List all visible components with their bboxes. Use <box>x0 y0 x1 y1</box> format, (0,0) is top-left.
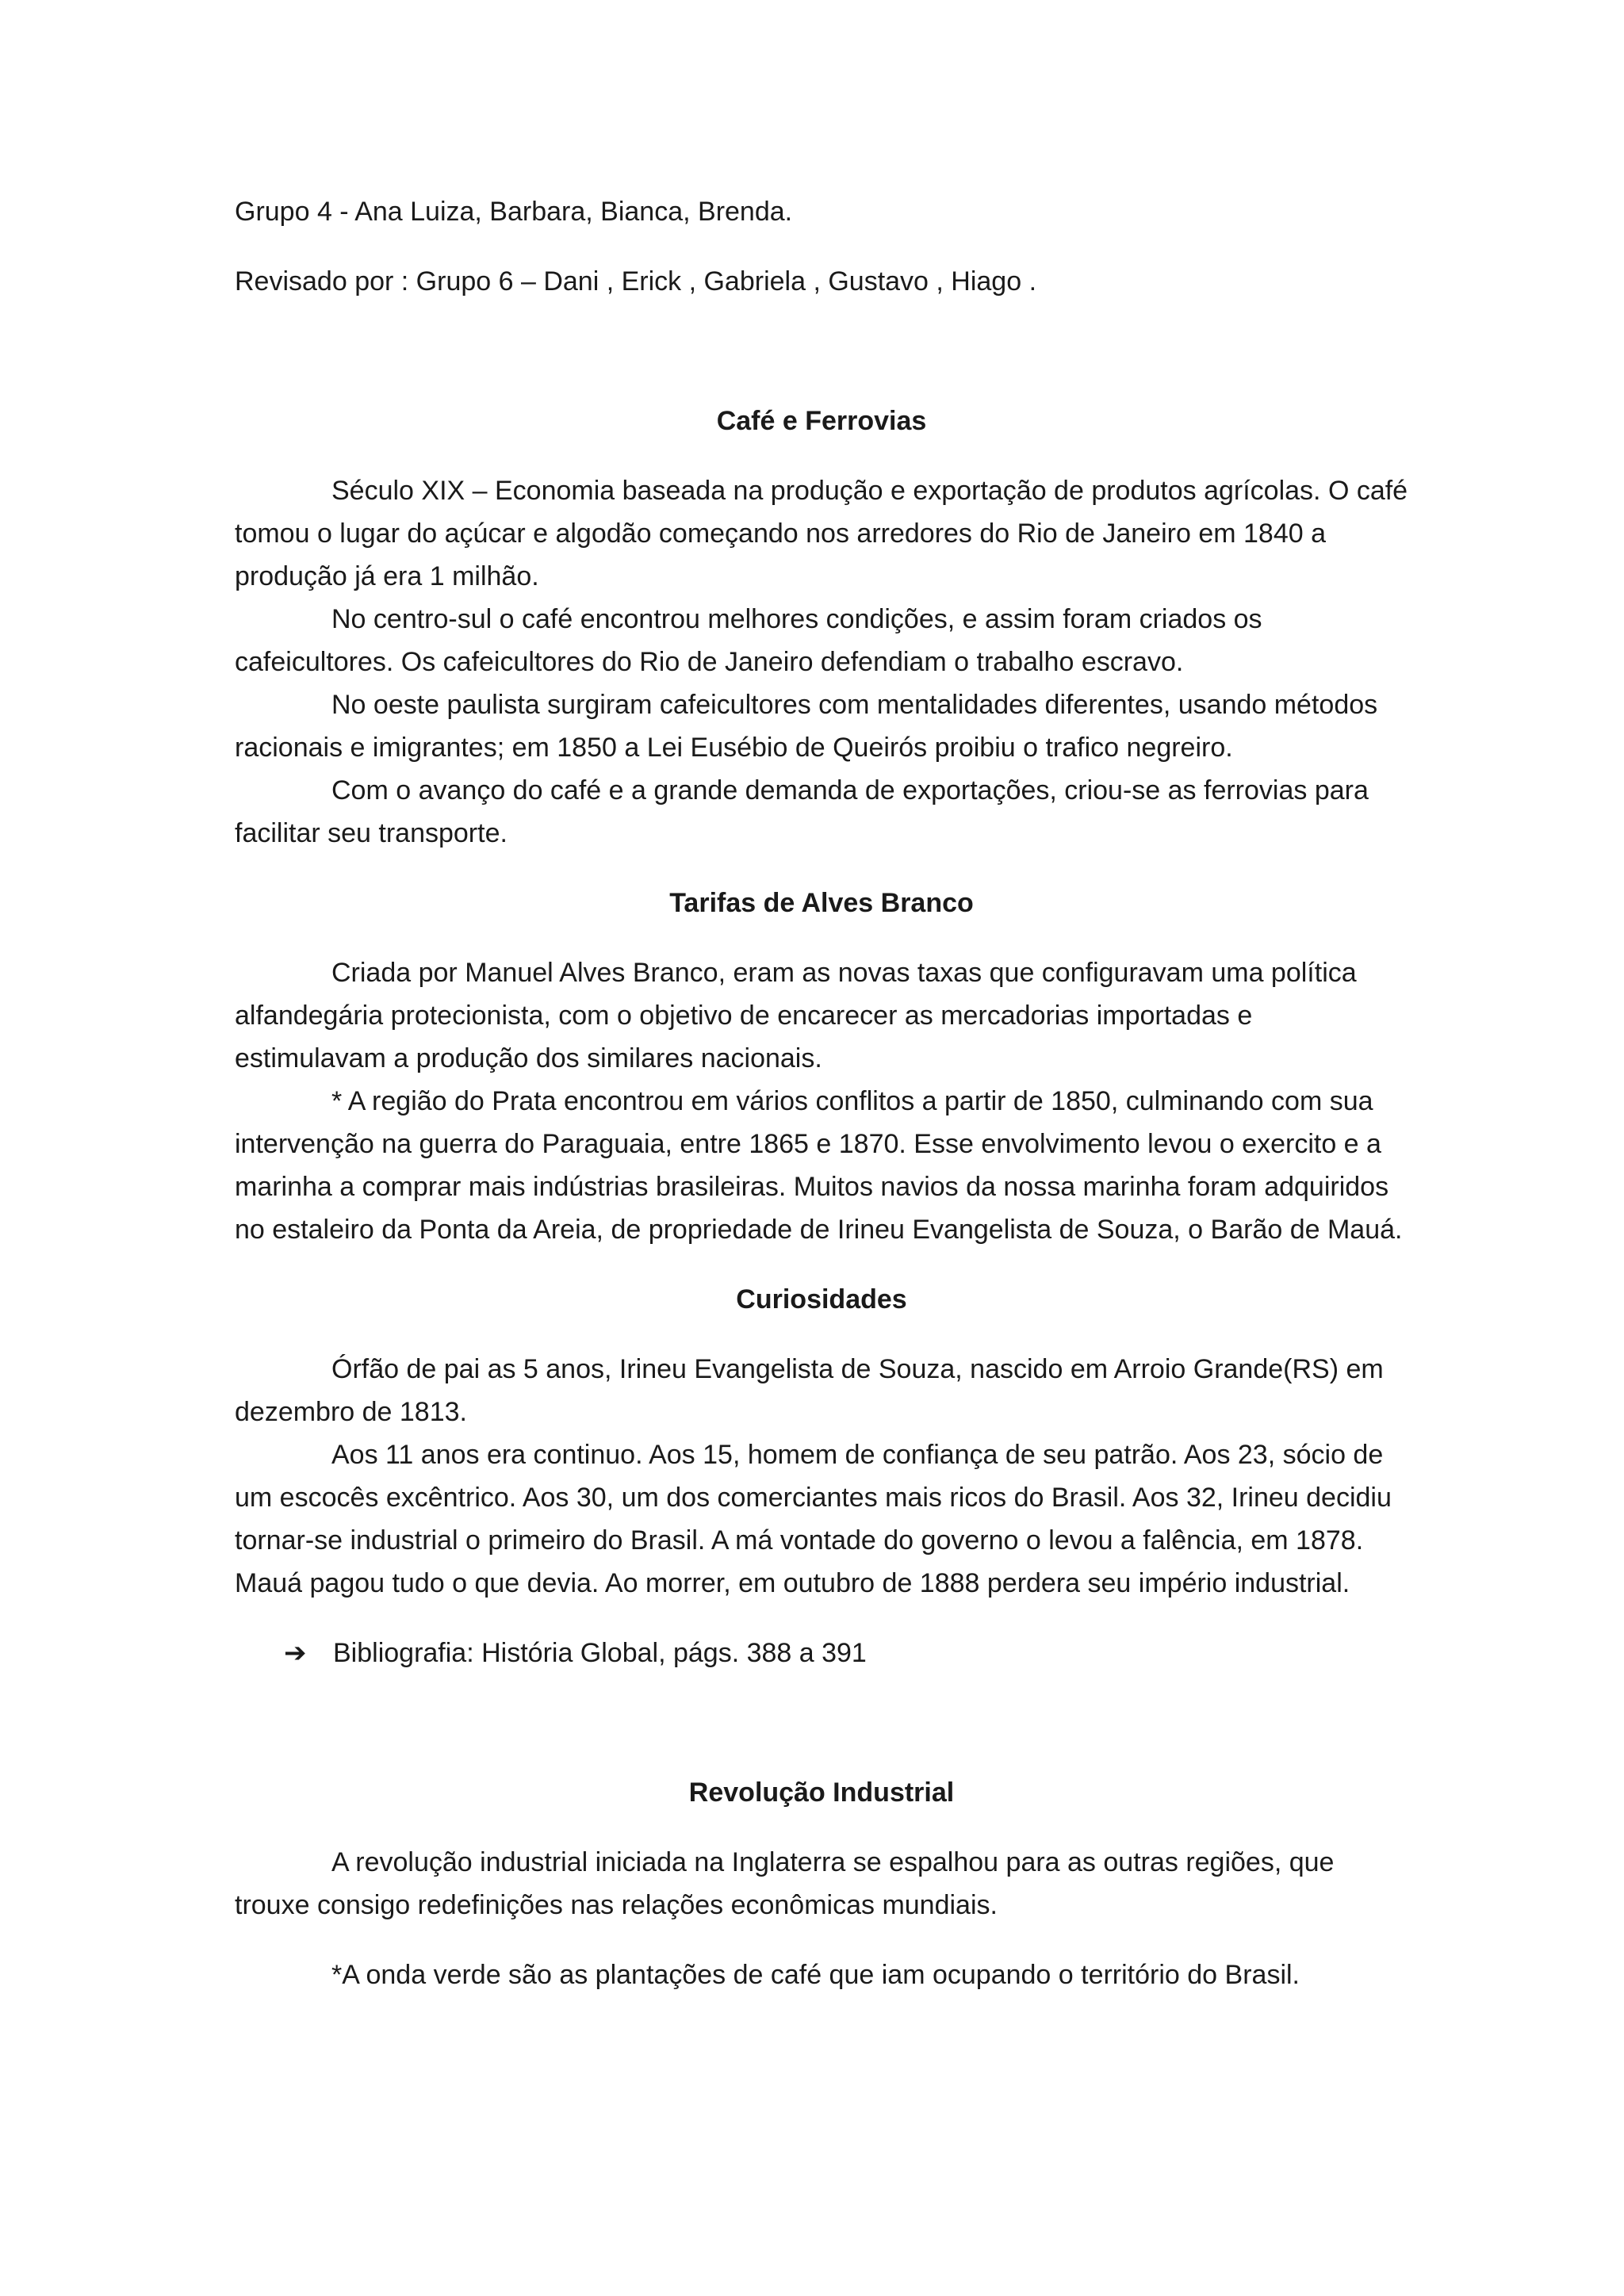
section-title-curiosidades: Curiosidades <box>736 1284 907 1314</box>
bibliography-item <box>235 1632 1408 1674</box>
section-title-revolucao-industrial: Revolução Industrial <box>688 1777 955 1808</box>
group-authors-line: Grupo 4 - Ana Luiza, Barbara, Bianca, Brenda. <box>235 197 793 227</box>
section-title-cafe-ferrovias: Café e Ferrovias <box>716 406 927 436</box>
paragraph: Aos 11 anos era continuo. Aos 15, homem de confiança de seu patrão. Aos 23, sócio de um escocês excêntrico. Aos 30, um dos comerciantes mais ricos do Brasil. Aos 32, Irineu decidiu tornar-se industrial o primeiro do Brasil. A má vontade do governo o levou a falência, em 1878. Mauá pagou tudo o que devia. Ao morrer, em outubro de 1888 perdera seu império industrial. <box>235 1440 1392 1598</box>
paragraph: * A região do Prata encontrou em vários conflitos a partir de 1850, culminando com sua intervenção na guerra do Paraguaia, entre 1865 e 1870. Esse envolvimento levou o exercito e a marinha a comprar mais indústrias brasileiras. Muitos navios da nossa marinha foram adquiridos no estaleiro da Ponta da Areia, de propriedade de Irineu Evangelista de Souza, o Barão de Mauá. <box>235 1086 1403 1245</box>
paragraph: Criada por Manuel Alves Branco, eram as novas taxas que configuravam uma política alfandegária protecionista, com o objetivo de encarecer as mercadorias importadas e estimulavam a produção dos similares nacionais. <box>235 958 1357 1073</box>
paragraph: Órfão de pai as 5 anos, Irineu Evangelista de Souza, nascido em Arroio Grande(RS) em dezembro de 1813. <box>235 1354 1384 1427</box>
section-title-tarifas-alves-branco: Tarifas de Alves Branco <box>669 888 974 918</box>
document-body <box>235 190 1408 1996</box>
paragraph: Com o avanço do café e a grande demanda de exportações, criou-se as ferrovias para facilitar seu transporte. <box>235 775 1369 848</box>
bibliography-text: Bibliografia: História Global, págs. 388 a 391 <box>333 1638 867 1668</box>
reviewed-by-line: Revisado por : Grupo 6 – Dani , Erick , Gabriela , Gustavo , Hiago . <box>235 266 1037 297</box>
arrow-right-icon: ➔ <box>284 1638 307 1668</box>
paragraph: *A onda verde são as plantações de café que iam ocupando o território do Brasil. <box>331 1960 1300 1990</box>
paragraph: No centro-sul o café encontrou melhores condições, e assim foram criados os cafeicultores. Os cafeicultores do Rio de Janeiro defendiam o trabalho escravo. <box>235 604 1262 677</box>
paragraph: No oeste paulista surgiram cafeicultores com mentalidades diferentes, usando métodos racionais e imigrantes; em 1850 a Lei Eusébio de Queirós proibiu o trafico negreiro. <box>235 690 1378 763</box>
paragraph: A revolução industrial iniciada na Inglaterra se espalhou para as outras regiões, que trouxe consigo redefinições nas relações econômicas mundiais. <box>235 1847 1335 1920</box>
paragraph: Século XIX – Economia baseada na produção e exportação de produtos agrícolas. O café tomou o lugar do açúcar e algodão começando nos arredores do Rio de Janeiro em 1840 a produção já era 1 milhão. <box>235 476 1408 591</box>
